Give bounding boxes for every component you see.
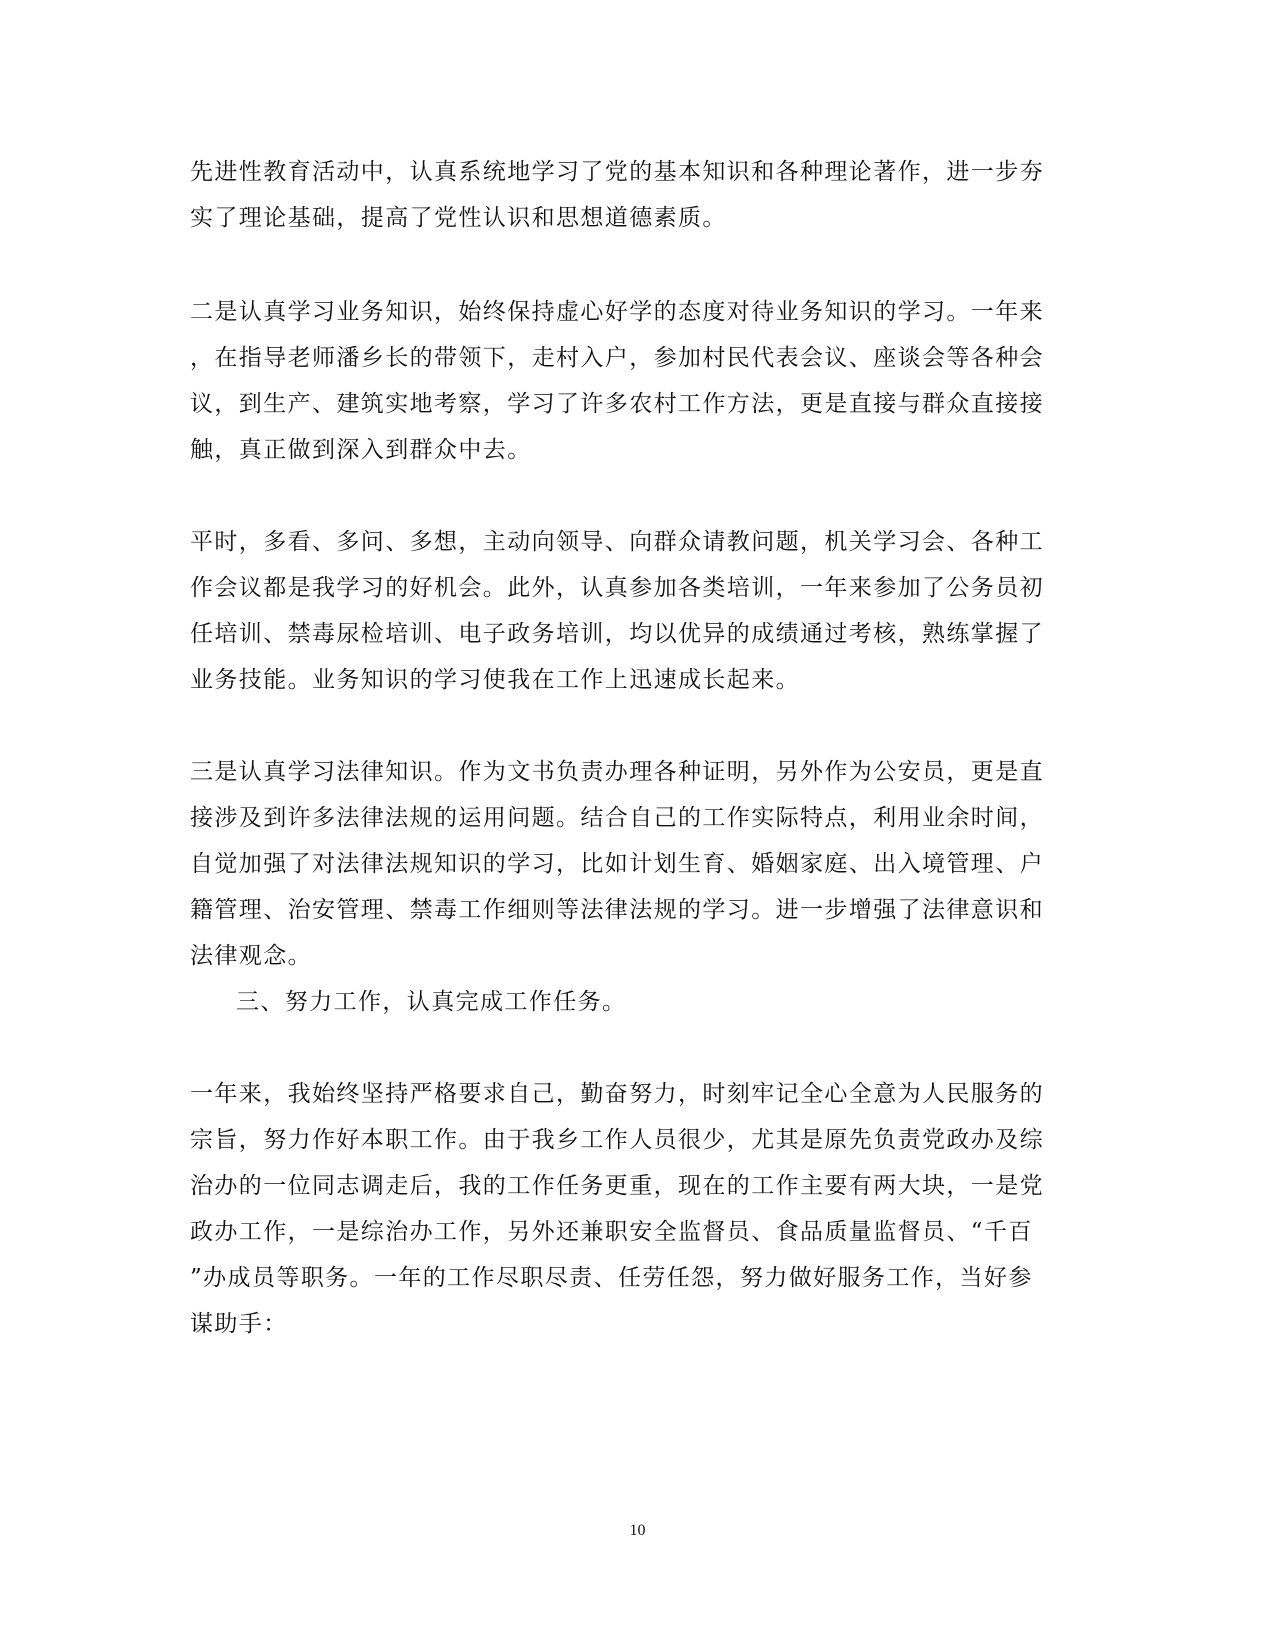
paragraph-6-line-6: 谋助手： <box>190 1311 288 1337</box>
paragraph-1-line-2: 实了理论基础，提高了党性认识和思想道德素质。 <box>190 205 727 231</box>
paragraph-2-line-1: 二是认真学习业务知识，始终保持虚心好学的态度对待业务知识的学习。一年来 <box>190 299 1044 325</box>
paragraph-3-line-4: 业务技能。业务知识的学习使我在工作上迅速成长起来。 <box>190 667 800 693</box>
paragraph-6-line-5: ”办成员等职务。一年的工作尽职尽责、任劳任怨，努力做好服务工作，当好参 <box>190 1265 1033 1291</box>
section-heading: 三、努力工作，认真完成工作任务。 <box>236 989 627 1015</box>
paragraph-4-line-4: 籍管理、治安管理、禁毒工作细则等法律法规的学习。进一步增强了法律意识和 <box>190 897 1044 923</box>
paragraph-1-line-1: 先进性教育活动中，认真系统地学习了党的基本知识和各种理论著作，进一步夯 <box>190 159 1044 185</box>
paragraph-6-line-4: 政办工作，一是综治办工作，另外还兼职安全监督员、食品质量监督员、“千百 <box>190 1219 1033 1245</box>
paragraph-6-line-1: 一年来，我始终坚持严格要求自己，勤奋努力，时刻牢记全心全意为人民服务的 <box>190 1081 1044 1107</box>
paragraph-3-line-2: 作会议都是我学习的好机会。此外，认真参加各类培训，一年来参加了公务员初 <box>190 575 1044 601</box>
paragraph-2-line-2: ，在指导老师潘乡长的带领下，走村入户，参加村民代表会议、座谈会等各种会 <box>190 345 1044 371</box>
paragraph-4-line-2: 接涉及到许多法律法规的运用问题。结合自己的工作实际特点，利用业余时间， <box>190 805 1044 831</box>
paragraph-3-line-1: 平时，多看、多问、多想，主动向领导、向群众请教问题，机关学习会、各种工 <box>190 529 1044 555</box>
paragraph-2-line-3: 议，到生产、建筑实地考察，学习了许多农村工作方法，更是直接与群众直接接 <box>190 391 1044 417</box>
page-number: 10 <box>629 1522 646 1539</box>
paragraph-4-line-1: 三是认真学习法律知识。作为文书负责办理各种证明，另外作为公安员，更是直 <box>190 759 1044 785</box>
paragraph-6-line-2: 宗旨，努力作好本职工作。由于我乡工作人员很少，尤其是原先负责党政办及综 <box>190 1127 1044 1153</box>
paragraph-2-line-4: 触，真正做到深入到群众中去。 <box>190 437 532 463</box>
paragraph-4-line-3: 自觉加强了对法律法规知识的学习，比如计划生育、婚姻家庭、出入境管理、户 <box>190 851 1044 877</box>
paragraph-6-line-3: 治办的一位同志调走后，我的工作任务更重，现在的工作主要有两大块，一是党 <box>190 1173 1044 1199</box>
paragraph-4-line-5: 法律观念。 <box>190 943 312 969</box>
paragraph-3-line-3: 任培训、禁毒尿检培训、电子政务培训，均以优异的成绩通过考核，熟练掌握了 <box>190 621 1044 647</box>
